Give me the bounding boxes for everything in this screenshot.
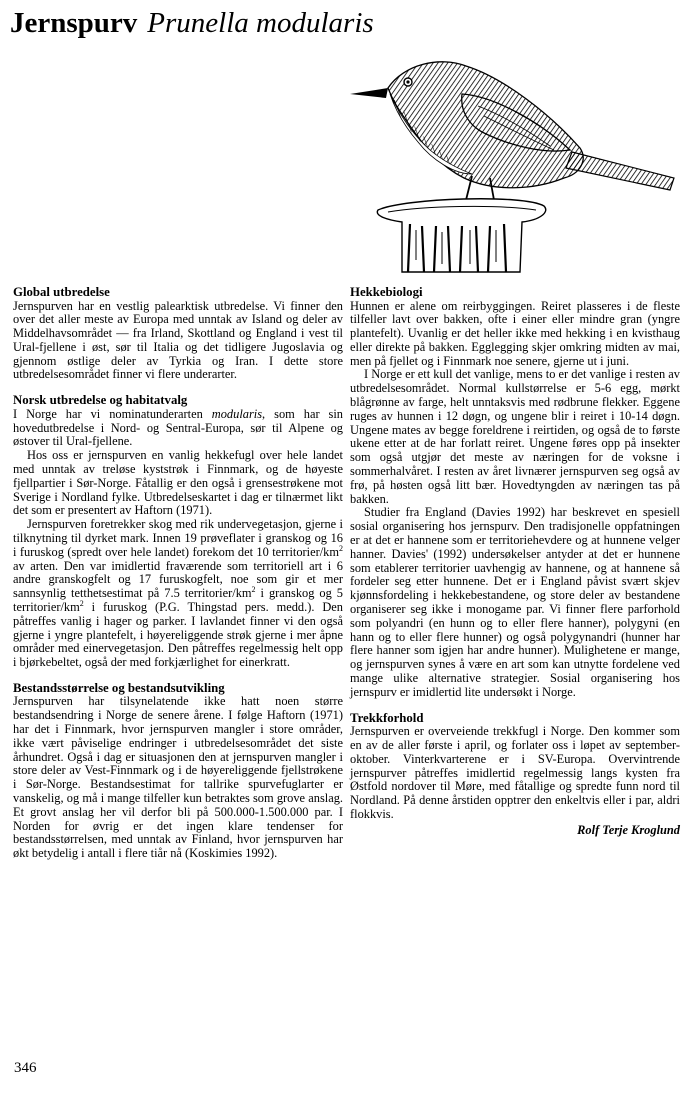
paragraph: I Norge har vi nominatunderarten modularis, som har sin hovedutbredelse i Nord- og Sentral-Europa, sør til Alpene og østover til Ural-fjellene. bbox=[13, 406, 343, 449]
species-common-name: Jernspurv bbox=[10, 7, 138, 39]
section-heading: Trekkforhold bbox=[350, 710, 424, 725]
paragraph: Jernspurven har en vestlig palearktisk utbredelse. Vi finner den over det aller meste av Europa med unntak av Island og deler av Middelhavsområdet — fra Irland, Skottland og England i vest til Ural-fjellene i øst, sør til Italia og det tidligere Jugoslavia og gjennom østlige deler av Tyrkia og Iran. I dette store utbredelsesområdet finner vi flere underarter. bbox=[13, 298, 343, 382]
page-title bbox=[10, 6, 374, 40]
paragraph: Hos oss er jernspurven en vanlig hekkefugl over hele landet med unntak av treløse kyststrøk i Finnmark, og de høyeste fjellpartier i Sør-Norge. Fåtallig er den også i grensestrøkene mot Sverige i Nordland fylke. Utbredelseskartet i dag er tilnærmet likt det som er presentert av Haftorn (1971). bbox=[13, 448, 343, 518]
bird-illustration bbox=[344, 50, 680, 276]
section-heading: Global utbredelse bbox=[13, 285, 110, 299]
section-migration bbox=[350, 711, 680, 838]
section-heading: Norsk utbredelse og habitatvalg bbox=[13, 393, 188, 408]
section-breeding-biology bbox=[350, 285, 680, 700]
author-name: Rolf Terje Kroglund bbox=[577, 822, 680, 837]
section-global-distribution bbox=[13, 285, 343, 382]
paragraph: Jernspurven er overveiende trekkfugl i Norge. Den kommer som en av de aller første i april, og forlater oss i løpet av september-oktober. Vinterkvarterene er i SV-Europa. Overvintrende jernspurver påtreffes imidlertid regelmessig langs kysten fra Østfold nordover til Møre, med fåtallige og spredte funn nord til Nordland. På denne årstiden opptrer den enkeltvis eller i par, aldri flokkvis. bbox=[350, 724, 680, 821]
right-column bbox=[350, 285, 680, 848]
paragraph: Hunnen er alene om reirbyggingen. Reiret plasseres i de fleste tilfeller lavt over bakken, ofte i einer eller mindre gran (yngre plantefelt). Uvanlig er det heller ikke med hekking i en kvisthaug eller direkte på bakken. Egglegging skjer omkring midten av mai, men på fjellet og i Finnmark noe senere, gjerne ut i juni. bbox=[350, 298, 680, 368]
page-number: 346 bbox=[14, 1060, 37, 1076]
section-heading: Bestandsstørrelse og bestandsutvikling bbox=[13, 680, 225, 695]
paragraph: Jernspurven foretrekker skog med rik undervegetasjon, gjerne i tilknytning til dyrket mark. Innen 19 prøveflater i granskog og 16 i furuskog (spredt over hele landet) forekom det 10 territorier/$km^2$ av arten. Den var imidlertid fraværende som territoriell art i 6 andre granskogfelt og 17 furuskogfelt, noe som gir et mer sannsynlig tetthetsestimat på 7.5 territorier/$km^2$ i granskog og 5 territorier/$km^2$ i furuskog (P.G. Thingstad pers. medd.). Den påtreffes vanlig i hager og parker. I lavlandet finner vi den også gjerne i yngre plantefelt, i høyereliggende strøk gjerne i mer åpne områder med einervegetasjon. Den påtreffes regelmessig helt opp i bjørkebeltet, også der med forkjærlighet for einerkratt. bbox=[13, 517, 343, 670]
species-latin-name: Prunella modularis bbox=[147, 7, 374, 39]
left-column bbox=[13, 285, 343, 872]
paragraph: Studier fra England (Davies 1992) har beskrevet en spesiell sosial organisering hos jernspurv. Den tradisjonelle oppfatningen er at det er hannene som er territoriehevdere og at hunnene velger hanner. Davies' (1992) undersøkelser antyder at det er hunnene som etablerer territorier uavhengig av hannene, og at hannene så fordeler seg etter hunnene. Det er i England påvist svært skjev kjønnsfordeling i hekkebestandene, og store deler av bestandene organiserer seg ikke i monogame par. Vi finner flere parforhold som polyandri (en hunn og to eller flere hanner), polygyni (en hann og to eller flere hunner) og også polygynandri (hunner har flere hanner som igjen har andre hunner). Mulighetene er mange, og jernspurven synes å være en art som kan utnytte fordelene ved mange ulike alternative strategier. Sosial organisering hos jernspurv er imidlertid lite undersøkt i Norge. bbox=[350, 505, 680, 699]
paragraph: I Norge er ett kull det vanlige, mens to er det vanlige i resten av utbredelsesområdet. Normal kullstørrelse er 5-6 egg, mørkt blågrønne av farge, helt unntaksvis med rødbrune flekker. Eggene ruges av hunnen i 12 døgn, og ungene blir i reiret i 10-14 døgn. Ungene mates av begge foreldrene i reirtiden, og også de to første ukene etter at de har forlatt reiret. Ungene føres opp på insekter som også utgjør det meste av næringen for de voksne i sommerhalvåret. I resten av året livnærer jernspurven seg også av frø, på høsten også litt bær. Hovedtyngden av næringen tas på bakken. bbox=[350, 367, 680, 506]
section-norwegian-distribution bbox=[13, 393, 343, 670]
section-heading: Hekkebiologi bbox=[350, 285, 423, 299]
paragraph: Jernspurven har tilsynelatende ikke hatt noen større bestandsendring i Norge de senere årene. I følge Haftorn (1971) har det i Finnmark, hvor jernspurven mangler i store områder, ikke vært påviselige endringer i utbredelsesområdet det siste århundret. Også i dag er situasjonen den at jernspurven mangler i store deler av Vest-Finnmark og i de høyereliggende fjellstrøkene i Sør-Norge. Bestandsestimat for tallrike spurvefuglarter er vanskelig, og må i mange tilfeller kun betraktes som grove anslag. Et grovt anslag her vil derfor bli på 500.000-1.500.000 par. I Norden for øvrig er det ingen klare tendenser for bestandsstørrelsen, med unntak av Finland, hvor jernspurven har økt betydelig i antall i flere tiår nå (Koskimies 1992). bbox=[13, 694, 343, 861]
section-population bbox=[13, 681, 343, 861]
